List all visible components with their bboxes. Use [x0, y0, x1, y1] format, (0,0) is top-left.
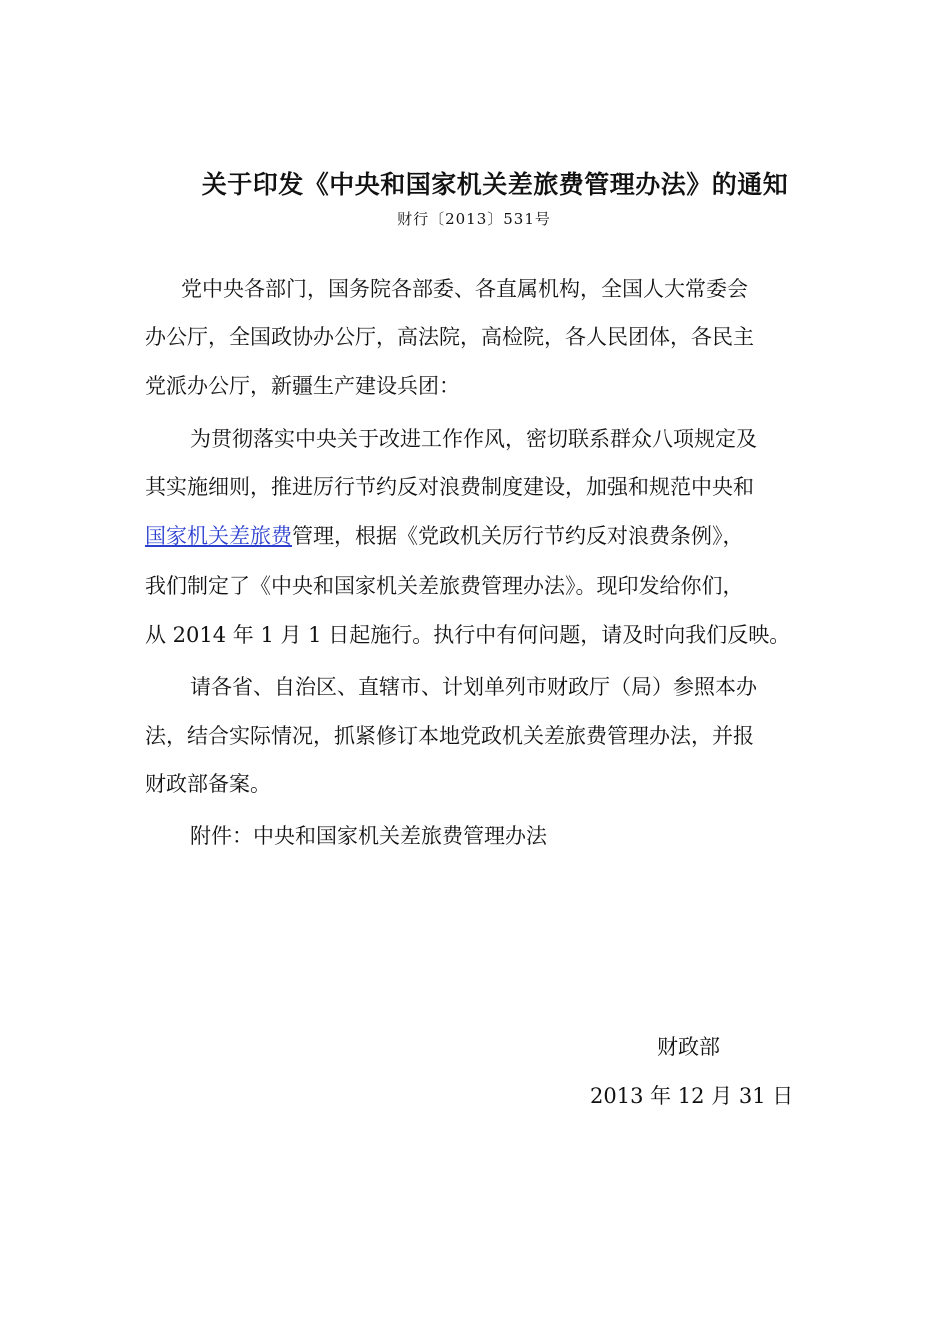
paragraph-1-line-5: 从 2014 年 1 月 1 日起施行。执行中有何问题，请及时向我们反映。: [145, 623, 791, 647]
document-number: 财行〔2013〕531号: [397, 210, 551, 228]
addressee-line-1: 党中央各部门，国务院各部委、各直属机构，全国人大常委会: [181, 277, 748, 301]
paragraph-1-line-2: 其实施细则，推进厉行节约反对浪费制度建设，加强和规范中央和: [145, 475, 754, 499]
paragraph-2-line-3: 财政部备案。: [145, 772, 271, 796]
paragraph-2-line-1: 请各省、自治区、直辖市、计划单列市财政厅（局）参照本办: [190, 675, 757, 699]
issue-date: 2013 年 12 月 31 日: [590, 1084, 794, 1108]
issuer-name: 财政部: [657, 1035, 720, 1059]
paragraph-2-line-2: 法，结合实际情况，抓紧修订本地党政机关差旅费管理办法，并报: [145, 724, 754, 748]
addressee-line-2: 办公厅，全国政协办公厅，高法院，高检院，各人民团体，各民主: [145, 325, 754, 349]
paragraph-1-line-3-text: 管理，根据《党政机关厉行节约反对浪费条例》，: [292, 524, 744, 548]
addressee-line-3: 党派办公厅，新疆生产建设兵团：: [145, 374, 460, 398]
paragraph-1-line-1: 为贯彻落实中央关于改进工作作风，密切联系群众八项规定及: [190, 427, 757, 451]
paragraph-1-line-4: 我们制定了《中央和国家机关差旅费管理办法》。现印发给你们，: [145, 574, 744, 598]
document-title: 关于印发《中央和国家机关差旅费管理办法》的通知: [201, 170, 789, 199]
travel-expense-link[interactable]: 国家机关差旅费: [145, 524, 292, 548]
attachment-line: 附件：中央和国家机关差旅费管理办法: [190, 824, 547, 848]
paragraph-1-line-3: [145, 522, 744, 550]
